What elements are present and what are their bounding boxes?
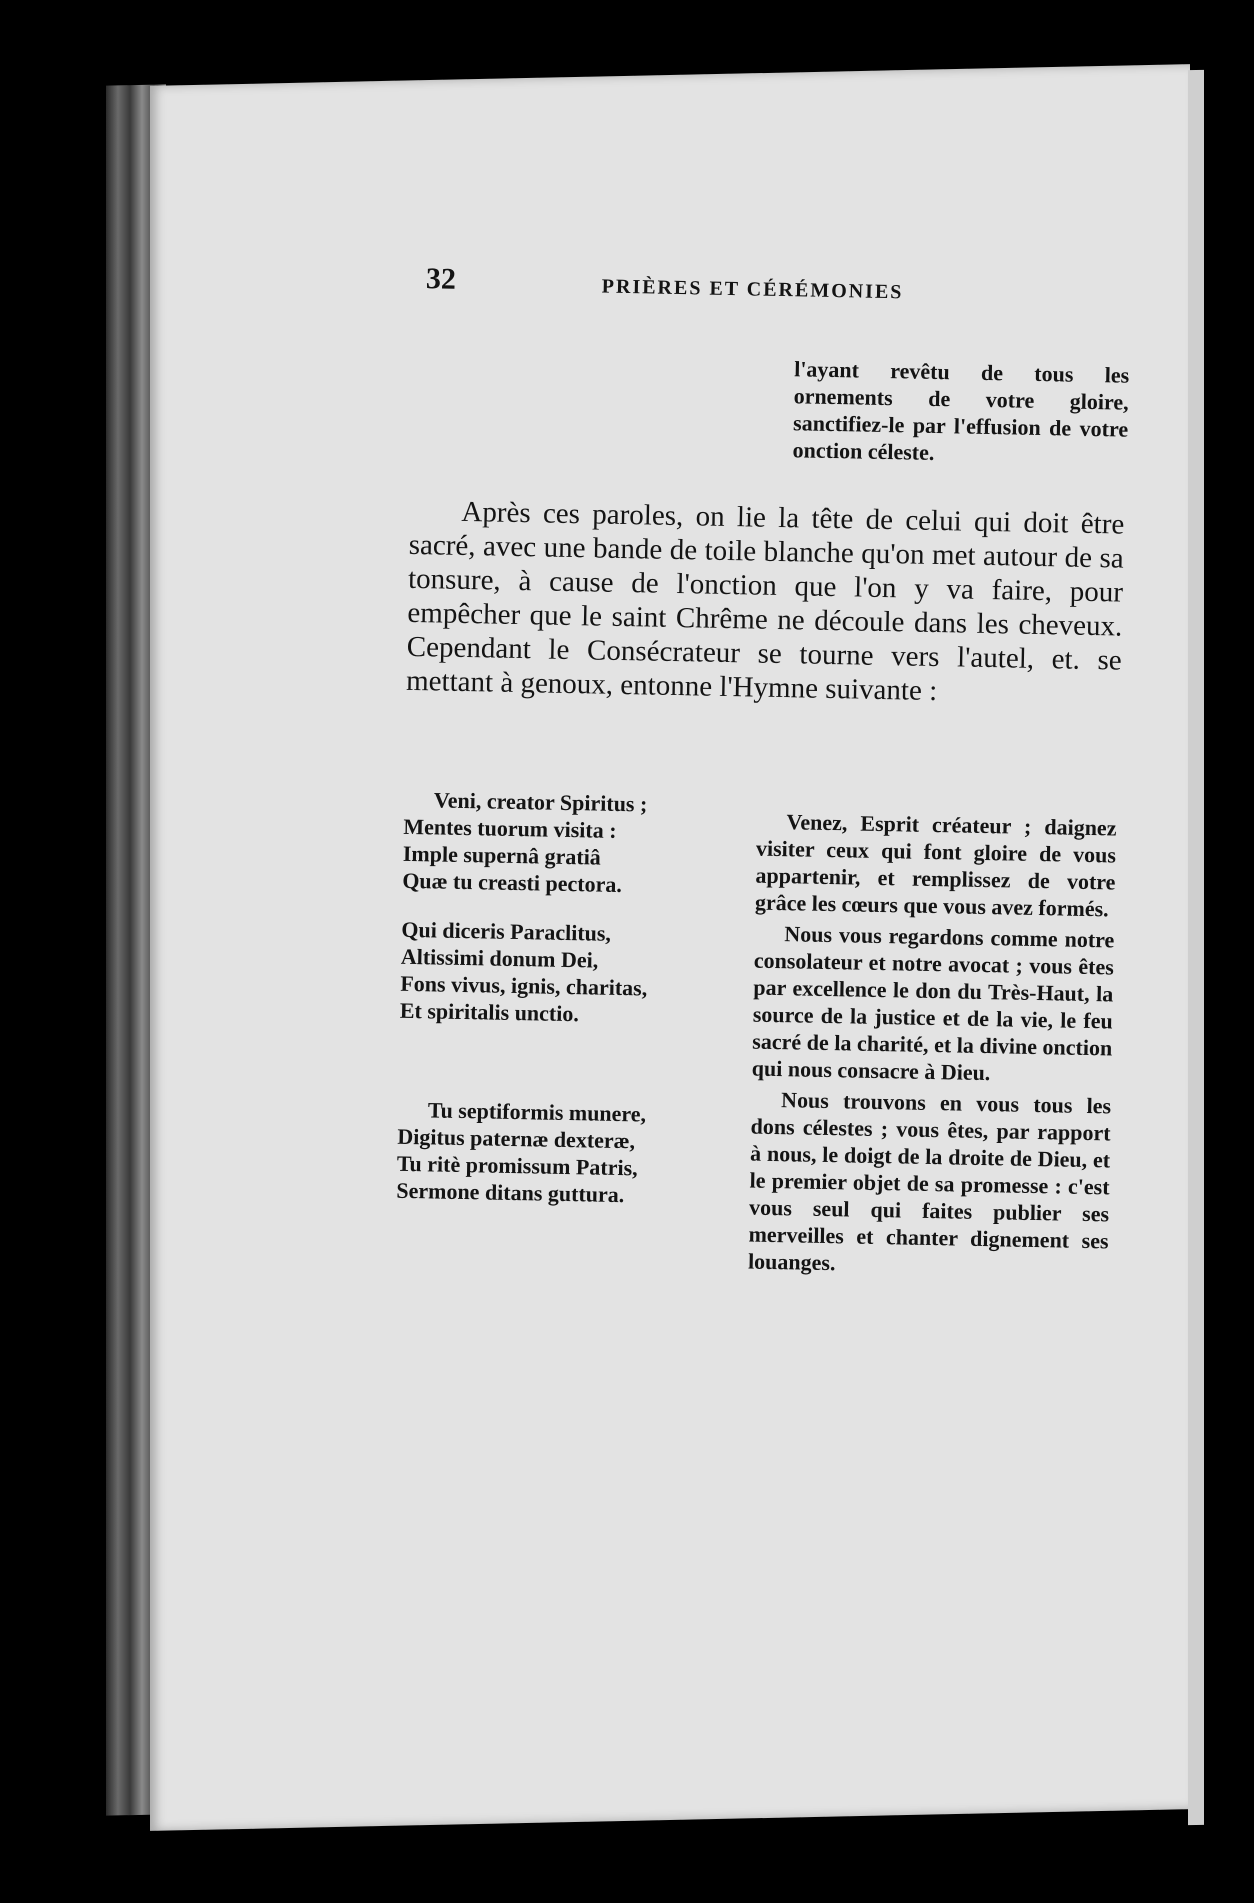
verse-line: Fons vivus, ignis, charitas,	[400, 970, 648, 1001]
verse-line: Mentes tuorum visita :	[403, 813, 617, 843]
french-translation-column	[748, 808, 1117, 1286]
verse-line: Tu septiformis munere,	[427, 1097, 647, 1127]
translation-paragraph: Nous vous regardons comme notre consolateur et notre avocat ; vous êtes par excellence le don du Très-Haut, la source de la justice et de la vie, le feu sacré de la charité, et la divine onction qui nous consacre à Dieu.	[751, 921, 1115, 1086]
verse-line: Et spiritalis unctio.	[399, 997, 580, 1027]
latin-hymn-column	[396, 786, 729, 1232]
verse-line: Imple supernâ gratiâ	[402, 840, 602, 870]
latin-stanza	[402, 786, 729, 900]
translation-paragraph: Venez, Esprit créateur ; daignez visiter ceux qui font gloire de vous appartenir, et remplissez de votre grâce les cœurs que vous avez formés.	[754, 809, 1117, 922]
verse-line: Veni, creator Spiritus ;	[433, 787, 648, 817]
prayer-continuation: l'ayant revêtu de tous les ornements de votre gloire, sanctifiez-le par l'effusion de votre onction céleste.	[792, 356, 1130, 465]
running-head: PRIÈRES ET CÉRÉMONIES	[601, 275, 904, 304]
rubric-paragraph: Après ces paroles, on lie la tête de celui qui doit être sacré, avec une bande de toile blanche qu'on met autour de sa tonsure, à cause de l'onction que l'on y va faire, pour empêcher que le saint Chrême ne découle dans les cheveux. Cependant le Consécrateur se tourne vers l'autel, et. se mettant à genoux, entonne l'Hymne suivante :	[405, 495, 1125, 708]
translation-paragraph: Nous trouvons en vous tous les dons célestes ; vous êtes, par rapport à nous, le doigt de la droite de Dieu, et le premier objet de sa promesse : c'est vous seul qui faites publier ses merveilles et chanter dignement ses louanges.	[747, 1087, 1112, 1276]
verse-line: Tu ritè promissum Patris,	[396, 1150, 638, 1181]
verse-line: Altissimi donum Dei,	[400, 943, 599, 973]
page-number: 32	[425, 262, 457, 296]
latin-stanza	[396, 1096, 723, 1210]
verse-line: Qui diceris Paraclitus,	[401, 916, 612, 946]
verse-line: Quæ tu creasti pectora.	[402, 867, 623, 898]
verse-line: Digitus paternæ dexteræ,	[397, 1123, 636, 1154]
latin-stanza	[400, 916, 727, 1030]
verse-line: Sermone ditans guttura.	[396, 1177, 625, 1208]
